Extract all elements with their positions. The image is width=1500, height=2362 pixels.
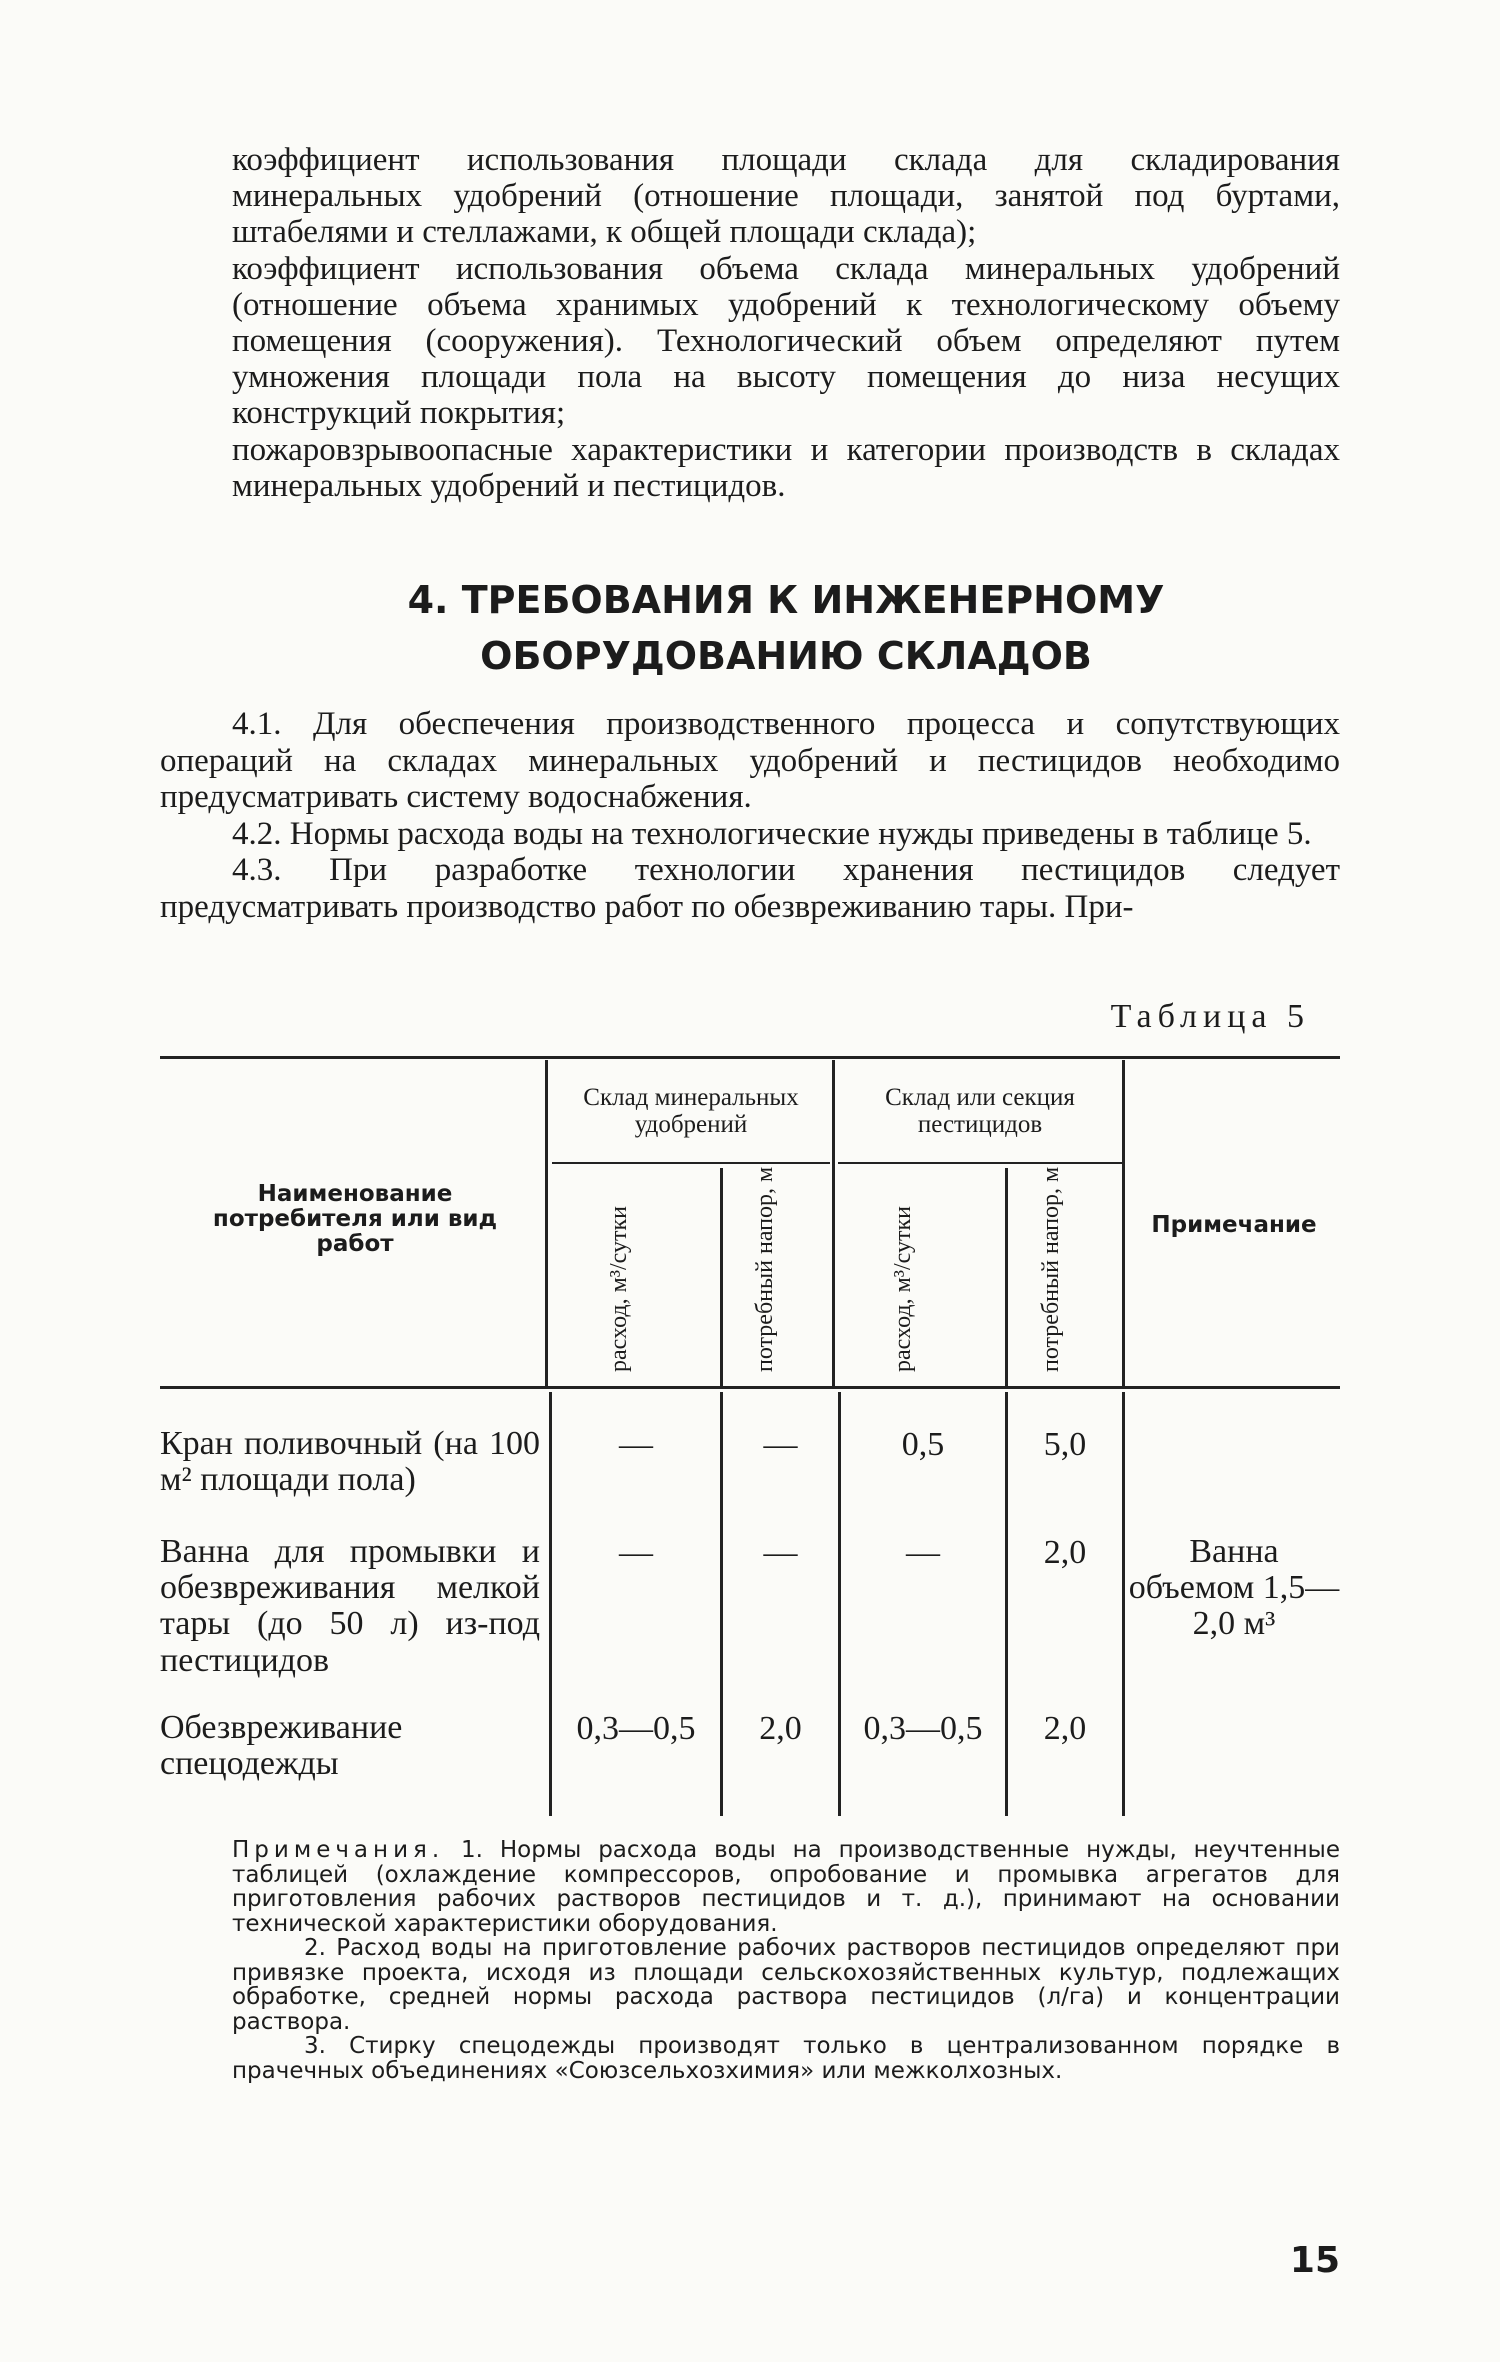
group2-underline — [838, 1162, 1122, 1164]
header-head-1 — [752, 1167, 778, 1372]
body-divider — [1122, 1392, 1125, 1816]
table-cell: 5,0 — [1043, 1426, 1087, 1463]
paragraph-4-3: 4.3. При разработке технологии хранения пестицидов следует предусматривать производство работ по обезвреживанию тары. При- — [160, 852, 1340, 925]
note-1 — [232, 1838, 1340, 1936]
table-cell: — — [906, 1534, 940, 1571]
note-3: 3. Стирку спецодежды производят только в централизованном порядке в прачечных объединениях «Союзсельхозхимия» или межколхозных. — [232, 2033, 1340, 2084]
header-divider — [720, 1168, 723, 1388]
header-flow-1 — [606, 1206, 632, 1372]
section-heading-line: 4. ТРЕБОВАНИЯ К ИНЖЕНЕРНОМУ — [407, 578, 1165, 622]
header-note: Примечание — [1151, 1212, 1317, 1238]
section-body — [160, 706, 1340, 925]
table-cell: — — [763, 1426, 798, 1463]
header-divider — [832, 1060, 835, 1388]
header-group1: Склад минеральных удобрений — [583, 1084, 799, 1138]
section-heading-line: ОБОРУДОВАНИЮ СКЛАДОВ — [480, 634, 1092, 678]
page-number: 15 — [1289, 2240, 1340, 2281]
header-head-2-text: потребный напор, м — [1038, 1166, 1064, 1372]
group1-underline — [552, 1162, 830, 1164]
table-cell: — — [619, 1426, 653, 1463]
table-cell: — — [619, 1534, 653, 1571]
table-cell: 0,5 — [901, 1426, 945, 1463]
table-notes — [232, 1838, 1340, 2083]
table-cell: 2,0 — [1043, 1534, 1087, 1571]
table-cell: — — [763, 1534, 798, 1571]
note-2: 2. Расход воды на приготовление рабочих растворов пестицидов определяют при привязке проекта, исходя из площади сельскохозяйственных культур, подлежащих обработке, средней нормы расхода раствора пестицидов (л/га) и концентрации раствора. — [232, 1935, 1340, 2035]
table-cell: 2,0 — [1043, 1710, 1087, 1747]
table-header-rule — [160, 1386, 1340, 1389]
header-divider — [545, 1060, 548, 1388]
header-divider — [1122, 1060, 1125, 1388]
header-flow-1-text: расход, м³/сутки — [606, 1206, 632, 1372]
table-row-name: Обезвреживание спецодежды — [160, 1709, 403, 1783]
header-consumer: Наименование потребителя или вид работ — [212, 1181, 498, 1257]
notes-label: Примечания. — [232, 1837, 445, 1863]
table-row-name: Кран поливочный (на 100 м² площади пола) — [160, 1425, 540, 1499]
intro-paragraph: коэффициент использования площади склада для складирования минеральных удобрений (отношение площади, занятой под буртами, штабелями и стеллажами, к общей площади склада); — [232, 142, 1340, 251]
table-top-rule — [160, 1056, 1340, 1059]
section-heading — [232, 572, 1340, 684]
paragraph-4-1: 4.1. Для обеспечения производственного процесса и сопутствующих операций на складах минеральных удобрений и пестицидов необходимо предусматривать систему водоснабжения. — [160, 706, 1340, 815]
paragraph-4-2: 4.2. Нормы расхода воды на технологические нужды приведены в таблице 5. — [232, 815, 1312, 852]
table-cell: 0,3—0,5 — [576, 1710, 696, 1747]
header-head-1-text: потребный напор, м — [752, 1166, 778, 1372]
table-cell: 0,3—0,5 — [863, 1710, 983, 1747]
header-group2: Склад или секция пестицидов — [885, 1084, 1075, 1138]
header-flow-2 — [890, 1206, 916, 1372]
table-row-name: Ванна для промывки и обезвреживания мелкой тары (до 50 л) из-под пестицидов — [160, 1533, 540, 1679]
table-caption: Таблица 5 — [1110, 998, 1310, 1035]
header-flow-2-text: расход, м³/сутки — [890, 1206, 916, 1372]
table-cell: 2,0 — [759, 1710, 802, 1747]
intro-paragraph: коэффициент использования объема склада минеральных удобрений (отношение объема хранимых удобрений к технологическому объему помещения (сооружения). Технологический объем определяют путем умножения площади пола на высоту помещения до низа несущих конструкций покрытия; — [232, 250, 1340, 432]
header-head-2 — [1038, 1167, 1064, 1372]
header-divider — [1005, 1168, 1008, 1388]
note-1-text: 1. Нормы расхода воды на производственные нужды, неучтенные таблицей (охлаждение компрессоров, опробование и промывка агрегатов для приготовления рабочих растворов пестицидов и т. д.), принимают на основании технической характеристики оборудования. — [232, 1837, 1340, 1937]
table-note: Ванна объемом 1,5—2,0 м³ — [1128, 1533, 1340, 1642]
intro-text — [232, 142, 1340, 504]
intro-paragraph: пожаровзрывоопасные характеристики и категории производств в складах минеральных удобрений и пестицидов. — [232, 431, 1340, 504]
